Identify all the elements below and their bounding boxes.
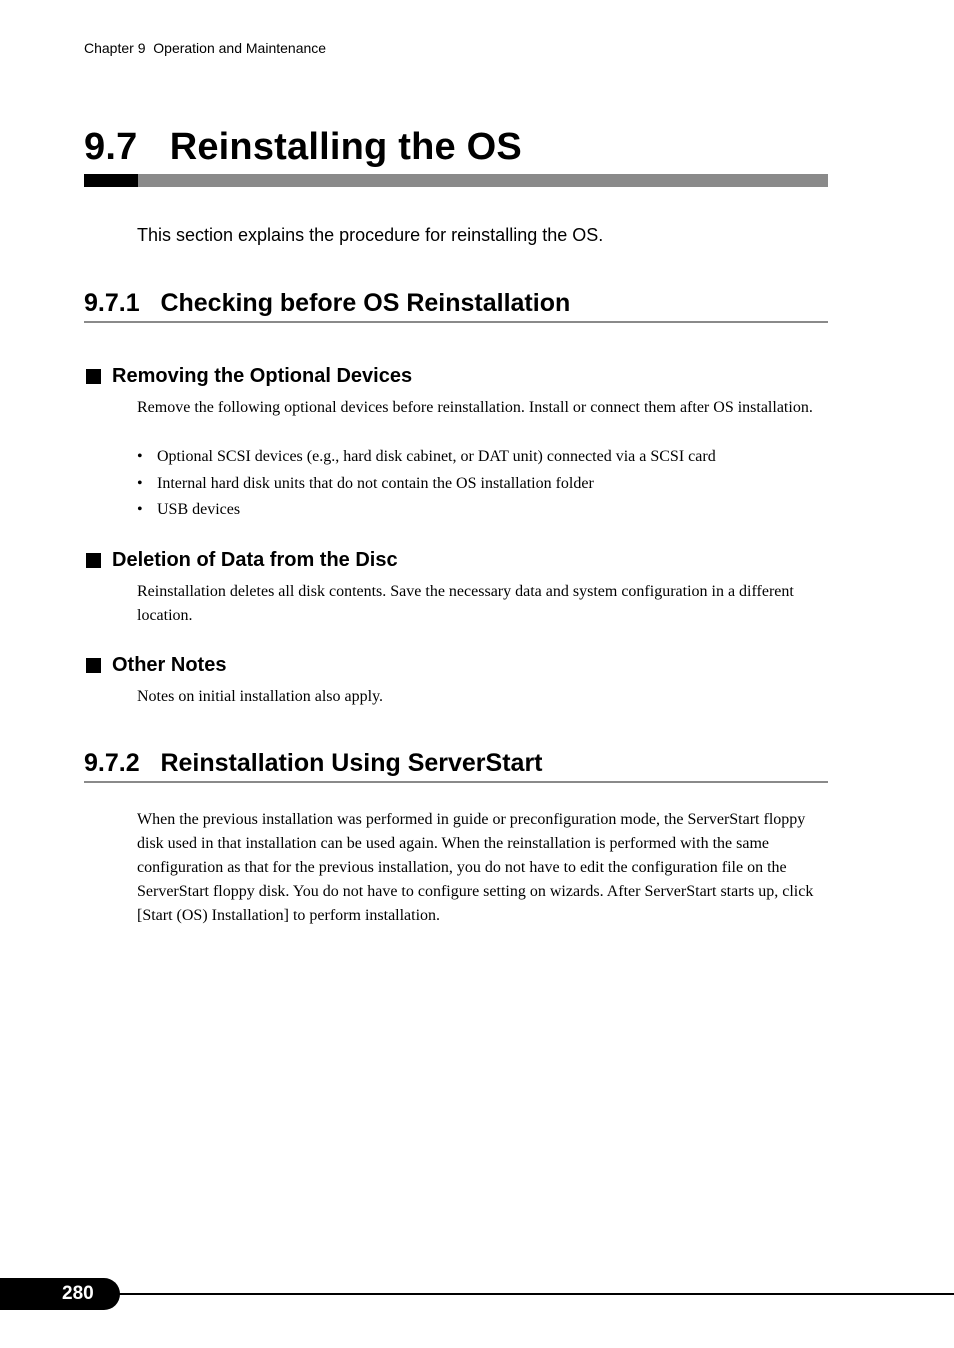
chapter-title-rule	[84, 174, 828, 187]
subheading-removing-optional-devices	[86, 364, 412, 388]
list-item-text: USB devices	[157, 501, 241, 518]
bullet-icon: •	[137, 448, 143, 465]
optional-devices-list	[137, 444, 827, 524]
chapter-title: 9.7 Reinstalling the OS	[84, 126, 522, 168]
subheading-deletion-of-data	[86, 548, 398, 572]
footer-rule	[0, 1293, 954, 1295]
subheading-label: Removing the Optional Devices	[112, 365, 413, 387]
black-square-icon	[86, 658, 101, 673]
chapter-title-rule-accent	[84, 174, 138, 187]
subheading-other-notes	[86, 653, 226, 677]
bullet-icon: •	[137, 501, 143, 518]
running-header: Chapter 9 Operation and Maintenance	[84, 40, 327, 56]
section-heading-9-7-1: 9.7.1 Checking before OS Reinstallation	[84, 288, 828, 323]
list-item	[137, 497, 827, 524]
black-square-icon	[86, 553, 101, 568]
black-square-icon	[86, 369, 101, 384]
chapter-intro: This section explains the procedure for reinstalling the OS.	[137, 225, 604, 245]
subheading-label: Deletion of Data from the Disc	[112, 549, 398, 571]
list-item-text: Internal hard disk units that do not contain the OS installation folder	[157, 474, 594, 492]
other-notes-text: Notes on initial installation also apply.	[137, 688, 384, 705]
section-heading-9-7-2: 9.7.2 Reinstallation Using ServerStart	[84, 748, 828, 783]
list-item	[137, 471, 827, 498]
data-deletion-text: Reinstallation deletes all disk contents. Save the necessary data and system configuration in a different location.	[137, 583, 794, 624]
bullet-icon: •	[137, 474, 143, 492]
list-item-text: Optional SCSI devices (e.g., hard disk cabinet, or DAT unit) connected via a SCSI card	[157, 448, 716, 465]
optional-devices-text: Remove the following optional devices before reinstallation. Install or connect them after OS installation.	[137, 399, 813, 416]
page-number: 280	[0, 1278, 120, 1310]
list-item	[137, 444, 827, 471]
serverstart-text: When the previous installation was performed in guide or preconfiguration mode, the ServerStart floppy disk used in that installation can be used again. When the reinstallation is performed with the same configuration as that for the previous installation, you do not have to edit the configuration file on the ServerStart floppy disk. You do not have to configure setting on wizards. After ServerStart starts up, click [Start (OS) Installation] to perform installation.	[137, 811, 814, 924]
subheading-label: Other Notes	[112, 654, 227, 676]
